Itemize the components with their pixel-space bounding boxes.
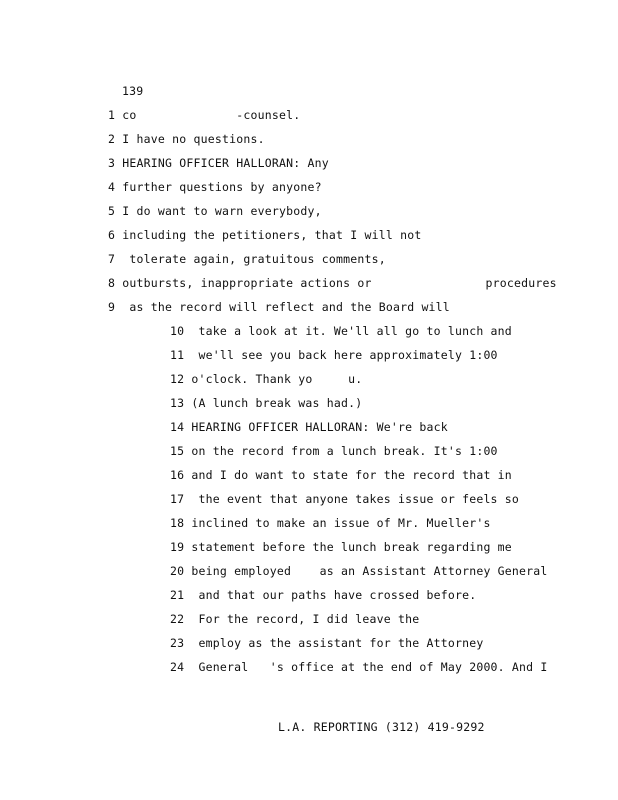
transcript-line: 18 inclined to make an issue of Mr. Mueller's [170, 516, 491, 530]
transcript-line: 23 employ as the assistant for the Attorney [170, 636, 484, 650]
transcript-line: 5 I do want to warn everybody, [108, 204, 322, 218]
transcript-line: 9 as the record will reflect and the Board will [108, 300, 450, 314]
transcript-line: 17 the event that anyone takes issue or feels so [170, 492, 520, 506]
transcript-line: 2 I have no questions. [108, 132, 265, 146]
transcript-line: 1 co -counsel. [108, 108, 301, 122]
transcript-line: 22 For the record, I did leave the [170, 612, 420, 626]
transcript-line: 19 statement before the lunch break regarding me [170, 540, 512, 554]
transcript-line: 4 further questions by anyone? [108, 180, 322, 194]
transcript-line: 14 HEARING OFFICER HALLORAN: We're back [170, 420, 448, 434]
transcript-line: 11 we'll see you back here approximately 1:00 [170, 348, 498, 362]
transcript-line: 15 on the record from a lunch break. It's 1:00 [170, 444, 498, 458]
transcript-line: 3 HEARING OFFICER HALLORAN: Any [108, 156, 329, 170]
transcript-line: 10 take a look at it. We'll all go to lunch and [170, 324, 512, 338]
transcript-line: 21 and that our paths have crossed before. [170, 588, 477, 602]
reporter-footer: L.A. REPORTING (312) 419-9292 [278, 720, 485, 734]
transcript-line: 20 being employed as an Assistant Attorney General [170, 564, 548, 578]
transcript-line: 12 o'clock. Thank yo u. [170, 372, 363, 386]
transcript-line: 8 outbursts, inappropriate actions or procedures [108, 276, 557, 290]
transcript-line: 7 tolerate again, gratuitous comments, [108, 252, 386, 266]
transcript-line: 13 (A lunch break was had.) [170, 396, 363, 410]
transcript-line: 16 and I do want to state for the record that in [170, 468, 512, 482]
transcript-line: 6 including the petitioners, that I will not [108, 228, 422, 242]
page-number: 139 [122, 84, 144, 98]
transcript-line: 24 General 's office at the end of May 2000. And I [170, 660, 548, 674]
